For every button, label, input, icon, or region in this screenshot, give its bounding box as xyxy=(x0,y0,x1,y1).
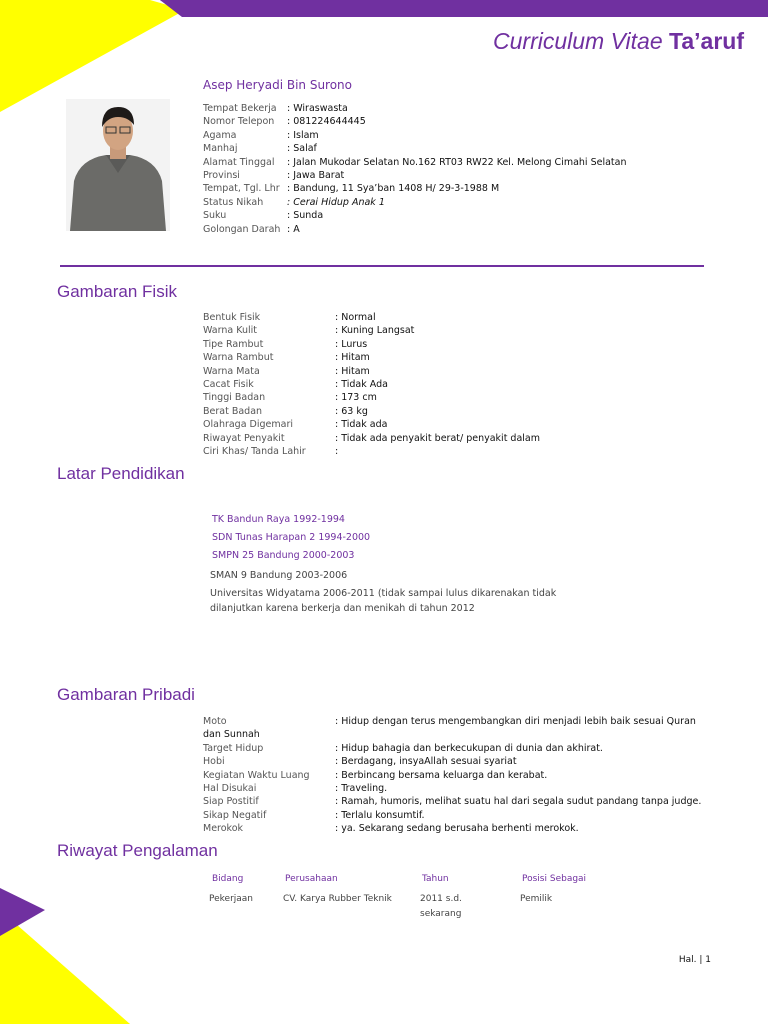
pribadi-row xyxy=(203,715,743,728)
fisik-value: : Tidak Ada xyxy=(335,378,388,390)
top-bar-decoration xyxy=(0,0,768,20)
fisik-row xyxy=(203,365,723,378)
fisik-row xyxy=(203,338,723,351)
cell-tahun-cont: sekarang xyxy=(420,909,462,919)
personal-row xyxy=(203,223,723,236)
fisik-row xyxy=(203,378,723,391)
personal-value: : Wiraswasta xyxy=(287,103,348,114)
fisik-value: : 63 kg xyxy=(335,405,368,417)
personal-label: Tempat, Tgl. Lhr xyxy=(203,183,280,195)
pribadi-value: : Hidup bahagia dan berkecukupan di dunia dan akhirat. xyxy=(335,742,603,754)
personal-label: Manhaj xyxy=(203,143,238,155)
fisik-details xyxy=(203,311,723,458)
personal-value: : Bandung, 11 Sya’ban 1408 H/ 29-3-1988 M xyxy=(287,183,500,195)
personal-value: : Cerai Hidup Anak 1 xyxy=(287,196,385,208)
page-number: Hal. | 1 xyxy=(678,955,711,965)
document-title xyxy=(493,28,744,55)
fisik-label: Cacat Fisik xyxy=(203,378,254,390)
pribadi-label: Siap Postitif xyxy=(203,796,259,808)
pribadi-value: : Berbincang bersama keluarga dan kerabat. xyxy=(335,769,548,781)
edu-item-sd: SDN Tunas Harapan 2 1994-2000 xyxy=(212,532,371,543)
cell-bidang: Pekerjaan xyxy=(209,894,254,904)
fisik-label: Tinggi Badan xyxy=(203,392,266,404)
edu-item-sma: SMAN 9 Bandung 2003-2006 xyxy=(210,570,348,581)
pribadi-value: : Berdagang, insyaAllah sesuai syariat xyxy=(335,756,517,768)
pribadi-label: Kegiatan Waktu Luang xyxy=(203,769,310,781)
pribadi-row xyxy=(203,795,743,808)
section-divider xyxy=(60,265,704,267)
cell-perusahaan: CV. Karya Rubber Teknik xyxy=(283,894,392,904)
fisik-row xyxy=(203,432,723,445)
pribadi-row xyxy=(203,742,743,755)
pribadi-row xyxy=(203,769,743,782)
personal-value: : Sunda xyxy=(287,210,324,222)
pribadi-row xyxy=(203,822,743,835)
personal-row xyxy=(203,129,723,142)
personal-value: : 081224644445 xyxy=(287,116,366,128)
personal-row xyxy=(203,169,723,182)
purple-triangle-bottom xyxy=(0,888,45,936)
fisik-row xyxy=(203,311,723,324)
pribadi-label: Hobi xyxy=(203,756,225,768)
personal-value: : Jalan Mukodar Selatan No.162 RT03 RW22 Kel. Melong Cimahi Selatan xyxy=(287,156,627,168)
fisik-row xyxy=(203,405,723,418)
personal-label: Nomor Telepon xyxy=(203,116,275,128)
profile-photo xyxy=(66,99,170,231)
personal-label: Agama xyxy=(203,129,237,141)
personal-label: Status Nikah xyxy=(203,196,264,208)
fisik-row xyxy=(203,445,723,458)
fisik-row xyxy=(203,324,723,337)
personal-value: : Islam xyxy=(287,129,319,141)
pribadi-value: : ya. Sekarang sedang berusaha berhenti merokok. xyxy=(335,823,579,835)
heading-gambaran-pribadi: Gambaran Pribadi xyxy=(57,685,195,704)
personal-row xyxy=(203,115,723,128)
fisik-row xyxy=(203,418,723,431)
fisik-row xyxy=(203,351,723,364)
personal-value: : A xyxy=(287,223,300,235)
pribadi-label: Moto xyxy=(203,716,227,727)
fisik-label: Ciri Khas/ Tanda Lahir xyxy=(203,445,306,457)
fisik-value: : Hitam xyxy=(335,352,370,364)
personal-value: : Jawa Barat xyxy=(287,169,345,181)
col-header-posisi: Posisi Sebagai xyxy=(522,874,587,884)
edu-item-tk: TK Bandun Raya 1992-1994 xyxy=(212,514,345,525)
fisik-label: Olahraga Digemari xyxy=(203,419,294,431)
fisik-label: Berat Badan xyxy=(203,405,263,417)
pribadi-row-continued xyxy=(203,728,743,741)
pribadi-value: : Hidup dengan terus mengembangkan diri menjadi lebih baik sesuai Quran xyxy=(335,716,696,727)
col-header-tahun: Tahun xyxy=(422,874,449,884)
personal-row xyxy=(203,196,723,209)
pribadi-label: Sikap Negatif xyxy=(203,809,267,821)
heading-latar-pendidikan: Latar Pendidikan xyxy=(57,464,185,483)
title-italic: Curriculum Vitae xyxy=(493,28,670,54)
pribadi-details xyxy=(203,715,743,836)
personal-label: Suku xyxy=(203,210,227,222)
personal-label: Tempat Bekerja xyxy=(203,103,277,114)
fisik-label: Warna Rambut xyxy=(203,352,274,364)
edu-item-smp: SMPN 25 Bandung 2000-2003 xyxy=(212,550,355,561)
pribadi-label: Target Hidup xyxy=(203,742,264,754)
fisik-row xyxy=(203,391,723,404)
col-header-bidang: Bidang xyxy=(212,874,244,884)
fisik-label: Warna Mata xyxy=(203,365,260,377)
cell-tahun: 2011 s.d. xyxy=(420,894,462,904)
personal-row xyxy=(203,142,723,155)
edu-item-univ-note: dilanjutkan karena berkerja dan menikah di tahun 2012 xyxy=(210,603,475,614)
fisik-value: : xyxy=(335,445,339,457)
col-header-perusahaan: Perusahaan xyxy=(285,874,338,884)
fisik-label: Bentuk Fisik xyxy=(203,312,261,323)
personal-label: Alamat Tinggal xyxy=(203,156,275,168)
fisik-label: Riwayat Penyakit xyxy=(203,432,285,444)
edu-item-univ: Universitas Widyatama 2006-2011 (tidak sampai lulus dikarenakan tidak xyxy=(210,588,557,599)
pribadi-value: : Traveling. xyxy=(335,782,388,794)
fisik-value: : Tidak ada penyakit berat/ penyakit dalam xyxy=(335,432,541,444)
person-name: Asep Heryadi Bin Surono xyxy=(203,78,353,92)
fisik-value: : Normal xyxy=(335,312,376,323)
fisik-value: : Kuning Langsat xyxy=(335,325,415,337)
pribadi-row xyxy=(203,755,743,768)
personal-row xyxy=(203,102,723,115)
pribadi-value: : Terlalu konsumtif. xyxy=(335,809,425,821)
personal-details xyxy=(203,102,723,236)
title-bold: Ta’aruf xyxy=(669,28,744,54)
pribadi-label: Hal Disukai xyxy=(203,782,257,794)
fisik-value: : Lurus xyxy=(335,338,368,350)
pribadi-label: Merokok xyxy=(203,823,244,835)
fisik-label: Tipe Rambut xyxy=(203,338,264,350)
fisik-label: Warna Kulit xyxy=(203,325,257,337)
personal-row xyxy=(203,156,723,169)
personal-value: : Salaf xyxy=(287,143,317,155)
pribadi-value-continued: dan Sunnah xyxy=(203,729,260,741)
pribadi-value: : Ramah, humoris, melihat suatu hal dari segala sudut pandang tanpa judge. xyxy=(335,796,702,808)
cell-posisi: Pemilik xyxy=(520,894,553,904)
fisik-value: : Tidak ada xyxy=(335,419,388,431)
fisik-value: : 173 cm xyxy=(335,392,377,404)
fisik-value: : Hitam xyxy=(335,365,370,377)
personal-label: Golongan Darah xyxy=(203,223,281,235)
pribadi-row xyxy=(203,782,743,795)
bottom-left-decoration xyxy=(0,880,140,1024)
heading-gambaran-fisik: Gambaran Fisik xyxy=(57,282,177,301)
heading-riwayat-pengalaman: Riwayat Pengalaman xyxy=(57,841,218,860)
personal-label: Provinsi xyxy=(203,169,240,181)
personal-row xyxy=(203,209,723,222)
pribadi-row xyxy=(203,809,743,822)
personal-row xyxy=(203,182,723,195)
